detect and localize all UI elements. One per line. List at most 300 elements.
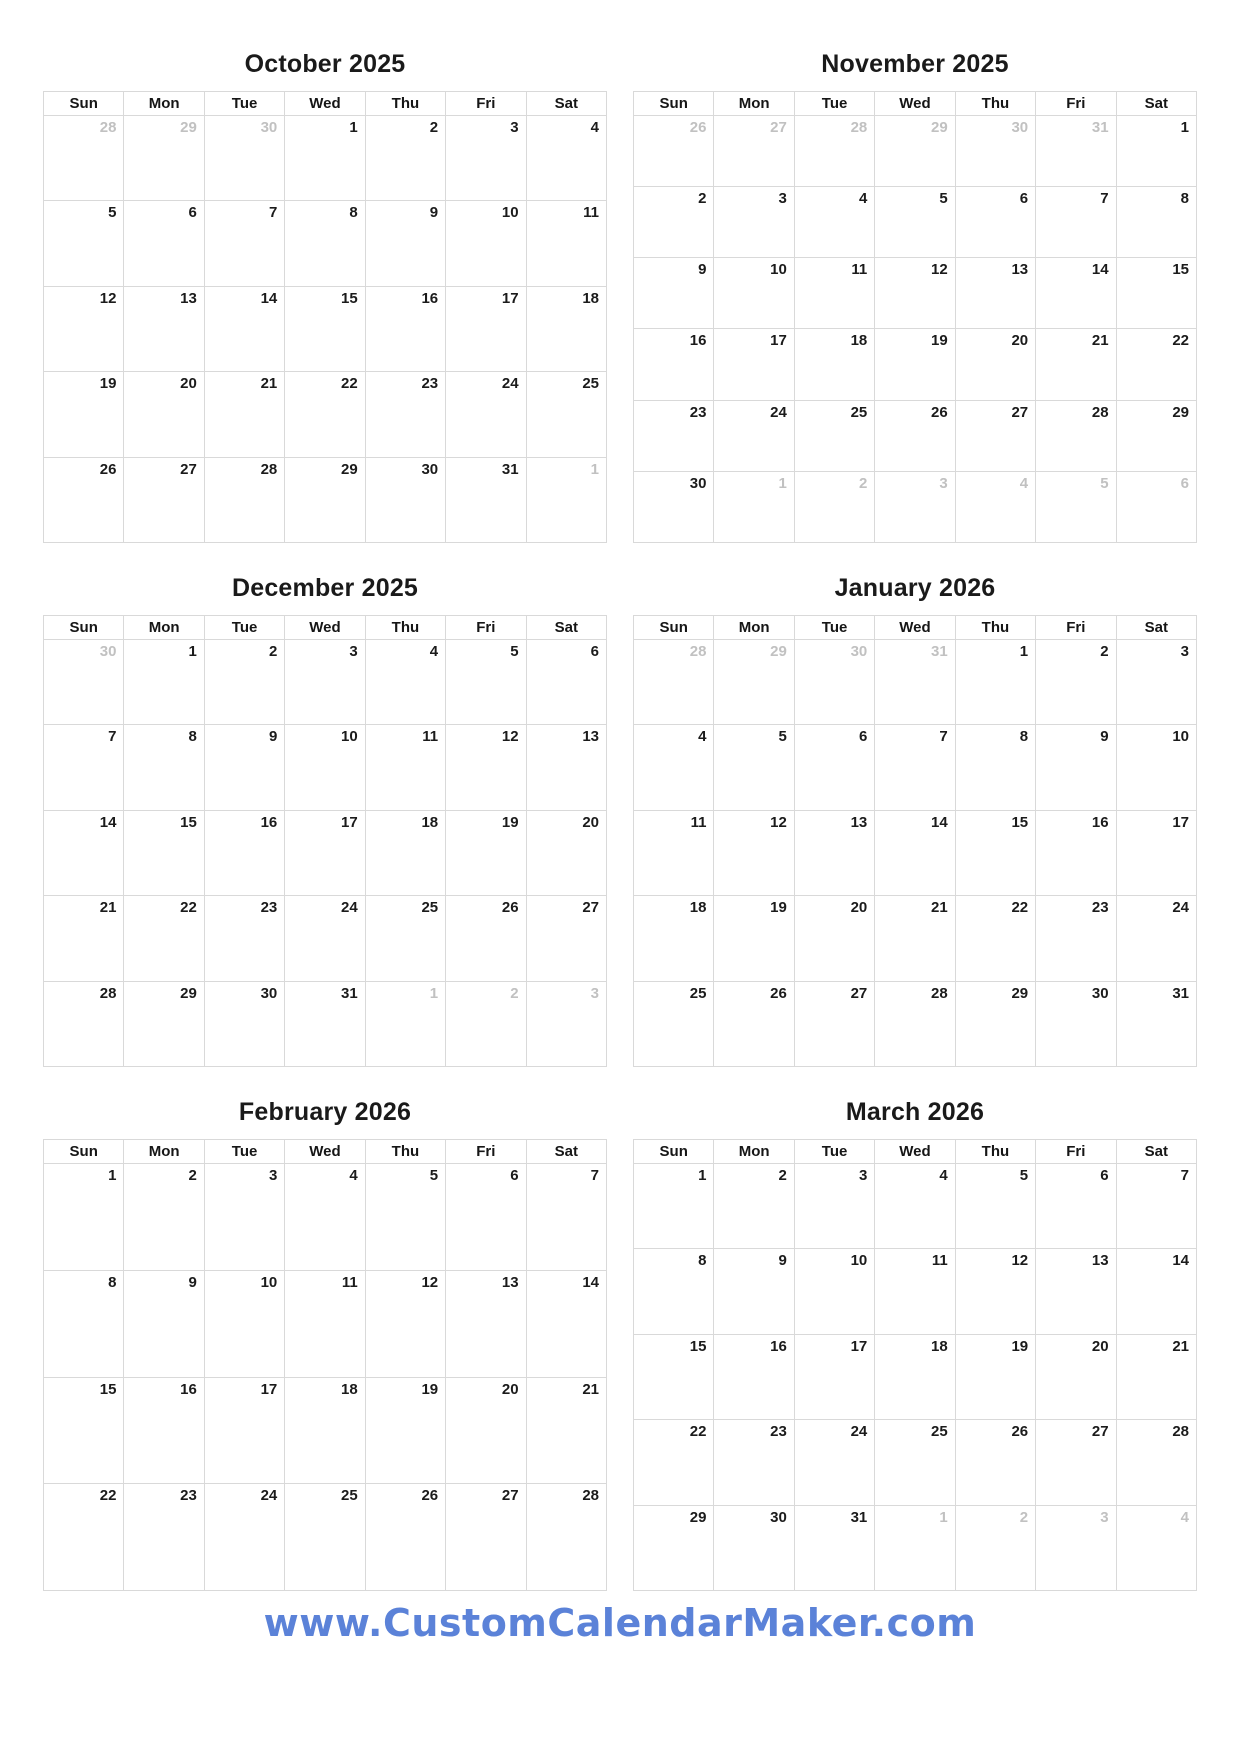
day-cell xyxy=(634,811,714,896)
day-number: 17 xyxy=(341,813,358,831)
day-cell xyxy=(44,982,124,1067)
day-number: 17 xyxy=(1172,813,1189,831)
day-number: 20 xyxy=(501,1380,519,1398)
adjacent-month-day-cell xyxy=(366,982,446,1067)
day-cell xyxy=(44,1164,124,1271)
day-number: 4 xyxy=(858,190,868,208)
day-number: 28 xyxy=(99,119,117,136)
day-number: 17 xyxy=(850,1337,868,1355)
day-cell xyxy=(634,1506,714,1591)
adjacent-month-day-cell xyxy=(795,640,875,725)
day-cell xyxy=(1036,896,1116,981)
day-number: 27 xyxy=(850,984,868,1002)
day-cell xyxy=(285,896,365,981)
day-number: 19 xyxy=(931,332,948,350)
day-number: 20 xyxy=(180,375,197,393)
day-cell xyxy=(875,982,955,1067)
adjacent-month-day-cell xyxy=(124,116,204,201)
day-number: 7 xyxy=(1100,190,1109,208)
day-cell xyxy=(714,1506,794,1591)
day-cell xyxy=(795,1249,875,1334)
month-title: October 2025 xyxy=(244,50,406,78)
day-number: 3 xyxy=(778,190,787,208)
day-cell xyxy=(1036,640,1116,725)
day-cell xyxy=(956,1249,1036,1334)
adjacent-month-day-cell xyxy=(44,116,124,201)
day-cell xyxy=(527,1271,607,1378)
day-number: 25 xyxy=(582,375,599,393)
adjacent-month-day-cell xyxy=(634,116,714,187)
day-cell xyxy=(44,458,124,543)
day-number: 7 xyxy=(939,728,948,746)
day-cell xyxy=(366,640,446,725)
day-cell xyxy=(205,372,285,457)
day-cell xyxy=(44,372,124,457)
day-number: 13 xyxy=(1091,1252,1109,1270)
day-cell xyxy=(446,811,526,896)
day-cell xyxy=(795,811,875,896)
day-cell xyxy=(44,1484,124,1591)
day-number: 8 xyxy=(698,1252,707,1270)
day-cell xyxy=(124,896,204,981)
day-cell xyxy=(795,1164,875,1249)
day-number: 19 xyxy=(501,813,519,831)
day-number: 23 xyxy=(689,403,707,421)
day-number: 8 xyxy=(1180,190,1189,208)
day-number: 27 xyxy=(770,119,787,136)
day-cell xyxy=(1117,1249,1197,1334)
day-number: 21 xyxy=(1172,1337,1189,1355)
day-number: 6 xyxy=(858,728,868,746)
month-grid xyxy=(43,1139,607,1591)
day-cell xyxy=(956,896,1036,981)
adjacent-month-day-cell xyxy=(1117,1506,1197,1591)
day-number: 22 xyxy=(689,1423,707,1441)
adjacent-month-day-cell xyxy=(205,116,285,201)
day-cell xyxy=(285,372,365,457)
day-cell xyxy=(1036,329,1116,400)
day-number: 2 xyxy=(1019,1508,1029,1526)
day-number: 11 xyxy=(422,728,439,746)
day-cell xyxy=(1117,640,1197,725)
day-cell xyxy=(446,372,526,457)
day-number: 11 xyxy=(931,1252,948,1270)
day-number: 29 xyxy=(341,460,358,478)
day-cell xyxy=(285,116,365,201)
day-number: 29 xyxy=(770,643,787,660)
day-number: 23 xyxy=(260,899,278,917)
day-number: 22 xyxy=(1172,332,1189,350)
day-number: 5 xyxy=(108,204,117,222)
day-cell xyxy=(366,896,446,981)
day-cell xyxy=(124,372,204,457)
adjacent-month-day-cell xyxy=(875,1506,955,1591)
day-cell xyxy=(527,116,607,201)
day-cell xyxy=(956,1335,1036,1420)
watermark-url: www.CustomCalendarMaker.com xyxy=(263,1601,977,1645)
day-cell xyxy=(714,896,794,981)
day-number: 16 xyxy=(770,1337,787,1355)
day-cell xyxy=(634,982,714,1067)
day-cell xyxy=(795,258,875,329)
day-cell xyxy=(124,982,204,1067)
day-of-week-header: Tue xyxy=(795,616,875,640)
day-number: 21 xyxy=(260,375,278,393)
day-cell xyxy=(1036,982,1116,1067)
day-number: 3 xyxy=(349,643,358,660)
day-number: 30 xyxy=(1091,984,1109,1002)
day-of-week-header: Wed xyxy=(285,616,365,640)
day-cell xyxy=(446,116,526,201)
day-number: 28 xyxy=(1091,403,1109,421)
day-cell xyxy=(714,187,794,258)
day-number: 26 xyxy=(501,899,519,917)
day-of-week-header: Mon xyxy=(124,616,204,640)
month-january-2026 xyxy=(633,562,1197,1067)
day-number: 28 xyxy=(931,984,948,1002)
day-cell xyxy=(714,811,794,896)
adjacent-month-day-cell xyxy=(446,982,526,1067)
day-number: 14 xyxy=(99,813,117,831)
day-cell xyxy=(527,1378,607,1485)
day-of-week-header: Fri xyxy=(446,1140,526,1164)
day-number: 18 xyxy=(689,899,707,917)
day-cell xyxy=(366,458,446,543)
day-of-week-header: Sun xyxy=(44,616,124,640)
month-grid xyxy=(633,91,1197,543)
day-number: 2 xyxy=(188,1167,197,1184)
day-number: 10 xyxy=(850,1252,868,1270)
day-number: 3 xyxy=(1100,1508,1109,1526)
day-number: 12 xyxy=(931,261,948,279)
day-number: 4 xyxy=(429,643,439,660)
day-number: 12 xyxy=(770,813,787,831)
day-cell xyxy=(205,458,285,543)
day-cell xyxy=(875,1420,955,1505)
day-cell xyxy=(1117,811,1197,896)
day-number: 23 xyxy=(1091,899,1109,917)
day-cell xyxy=(1036,187,1116,258)
day-number: 28 xyxy=(260,460,278,478)
day-number: 7 xyxy=(268,204,278,222)
day-cell xyxy=(124,458,204,543)
day-cell xyxy=(634,187,714,258)
day-number: 13 xyxy=(1011,261,1029,279)
day-number: 24 xyxy=(341,899,358,917)
day-number: 13 xyxy=(850,813,868,831)
day-cell xyxy=(714,1420,794,1505)
day-cell xyxy=(527,372,607,457)
month-title: March 2026 xyxy=(845,1098,985,1126)
month-title: January 2026 xyxy=(834,574,996,602)
day-number: 1 xyxy=(778,474,787,492)
day-cell xyxy=(44,287,124,372)
day-number: 28 xyxy=(582,1487,599,1505)
day-cell xyxy=(44,725,124,810)
day-cell xyxy=(714,401,794,472)
day-cell xyxy=(124,1164,204,1271)
day-number: 31 xyxy=(1172,984,1189,1002)
day-number: 19 xyxy=(1011,1337,1029,1355)
day-cell xyxy=(634,1420,714,1505)
day-of-week-header: Tue xyxy=(205,616,285,640)
day-cell xyxy=(446,1271,526,1378)
day-of-week-header: Sat xyxy=(1117,92,1197,116)
day-cell xyxy=(285,458,365,543)
day-of-week-header: Thu xyxy=(956,92,1036,116)
day-cell xyxy=(205,1378,285,1485)
day-cell xyxy=(366,1271,446,1378)
day-number: 1 xyxy=(429,984,439,1002)
day-cell xyxy=(714,329,794,400)
day-number: 31 xyxy=(501,460,519,478)
day-cell xyxy=(1117,329,1197,400)
day-cell xyxy=(285,640,365,725)
day-cell xyxy=(285,1484,365,1591)
day-number: 11 xyxy=(341,1273,358,1291)
month-title: November 2025 xyxy=(821,50,1009,78)
day-number: 14 xyxy=(1091,261,1109,279)
day-cell xyxy=(875,1335,955,1420)
day-number: 27 xyxy=(180,460,197,478)
day-cell xyxy=(795,896,875,981)
day-cell xyxy=(634,896,714,981)
day-cell xyxy=(795,1506,875,1591)
day-of-week-header: Sat xyxy=(1117,1140,1197,1164)
day-number: 22 xyxy=(341,375,358,393)
day-cell xyxy=(875,725,955,810)
day-number: 13 xyxy=(582,728,599,746)
day-cell xyxy=(795,401,875,472)
day-number: 28 xyxy=(850,119,868,136)
day-cell xyxy=(1036,1335,1116,1420)
day-number: 7 xyxy=(590,1167,599,1184)
day-number: 9 xyxy=(778,1252,787,1270)
adjacent-month-day-cell xyxy=(875,116,955,187)
day-of-week-header: Wed xyxy=(875,1140,955,1164)
month-october-2025 xyxy=(43,38,607,543)
day-number: 26 xyxy=(421,1487,439,1505)
day-number: 4 xyxy=(1019,474,1029,492)
day-of-week-header: Sat xyxy=(1117,616,1197,640)
day-cell xyxy=(956,1164,1036,1249)
day-number: 26 xyxy=(770,984,787,1002)
day-cell xyxy=(634,472,714,543)
adjacent-month-day-cell xyxy=(44,640,124,725)
day-cell xyxy=(44,896,124,981)
day-cell xyxy=(875,1164,955,1249)
day-number: 17 xyxy=(770,332,787,350)
month-december-2025 xyxy=(43,562,607,1067)
day-number: 1 xyxy=(939,1508,948,1526)
day-cell xyxy=(875,811,955,896)
day-number: 31 xyxy=(1091,119,1109,136)
day-cell xyxy=(956,1420,1036,1505)
month-grid xyxy=(633,615,1197,1067)
day-cell xyxy=(634,1335,714,1420)
day-number: 15 xyxy=(341,289,358,307)
day-cell xyxy=(446,458,526,543)
day-cell xyxy=(366,725,446,810)
day-number: 19 xyxy=(421,1380,439,1398)
day-number: 26 xyxy=(689,119,707,136)
day-number: 31 xyxy=(931,643,948,660)
day-of-week-header: Wed xyxy=(875,92,955,116)
day-cell xyxy=(956,187,1036,258)
day-number: 3 xyxy=(510,119,519,136)
day-cell xyxy=(366,116,446,201)
day-of-week-header: Sun xyxy=(44,1140,124,1164)
day-number: 19 xyxy=(99,375,117,393)
day-cell xyxy=(124,640,204,725)
day-of-week-header: Mon xyxy=(714,92,794,116)
day-number: 29 xyxy=(1011,984,1029,1002)
day-number: 16 xyxy=(421,289,439,307)
day-number: 10 xyxy=(501,204,519,222)
day-cell xyxy=(366,811,446,896)
day-number: 16 xyxy=(260,813,278,831)
day-of-week-header: Sun xyxy=(634,1140,714,1164)
day-of-week-header: Tue xyxy=(795,1140,875,1164)
day-of-week-header: Mon xyxy=(124,1140,204,1164)
day-number: 18 xyxy=(850,332,868,350)
day-of-week-header: Sun xyxy=(634,92,714,116)
day-cell xyxy=(875,258,955,329)
day-cell xyxy=(1117,725,1197,810)
day-number: 6 xyxy=(510,1167,519,1184)
day-number: 29 xyxy=(1172,403,1189,421)
day-number: 12 xyxy=(99,289,117,307)
day-number: 1 xyxy=(590,460,599,478)
day-number: 18 xyxy=(582,289,599,307)
day-number: 29 xyxy=(931,119,948,136)
day-cell xyxy=(875,187,955,258)
day-of-week-header: Sun xyxy=(44,92,124,116)
day-cell xyxy=(1036,258,1116,329)
day-number: 18 xyxy=(421,813,439,831)
day-number: 25 xyxy=(931,1423,948,1441)
day-cell xyxy=(956,982,1036,1067)
day-cell xyxy=(205,1164,285,1271)
day-number: 30 xyxy=(770,1508,787,1526)
day-number: 20 xyxy=(1011,332,1029,350)
day-of-week-header: Fri xyxy=(446,616,526,640)
day-number: 21 xyxy=(99,899,117,917)
day-cell xyxy=(527,1484,607,1591)
day-number: 15 xyxy=(689,1337,707,1355)
day-of-week-header: Fri xyxy=(446,92,526,116)
day-cell xyxy=(285,1164,365,1271)
day-cell xyxy=(446,1484,526,1591)
day-number: 24 xyxy=(850,1423,868,1441)
day-number: 29 xyxy=(689,1508,707,1526)
day-number: 1 xyxy=(1180,119,1189,136)
day-of-week-header: Thu xyxy=(366,92,446,116)
day-number: 14 xyxy=(582,1273,599,1291)
day-number: 5 xyxy=(1100,474,1109,492)
day-number: 20 xyxy=(1091,1337,1109,1355)
day-number: 30 xyxy=(260,984,278,1002)
day-number: 27 xyxy=(1011,403,1029,421)
day-cell xyxy=(634,1249,714,1334)
day-number: 27 xyxy=(582,899,599,917)
day-of-week-header: Sat xyxy=(527,92,607,116)
day-cell xyxy=(714,725,794,810)
day-cell xyxy=(795,982,875,1067)
day-of-week-header: Sat xyxy=(527,1140,607,1164)
day-number: 27 xyxy=(1091,1423,1109,1441)
day-of-week-header: Thu xyxy=(956,616,1036,640)
month-grid xyxy=(633,1139,1197,1591)
day-of-week-header: Wed xyxy=(285,1140,365,1164)
day-cell xyxy=(527,1164,607,1271)
day-number: 6 xyxy=(188,204,197,222)
day-number: 29 xyxy=(180,984,197,1002)
day-cell xyxy=(44,201,124,286)
day-cell xyxy=(124,725,204,810)
day-number: 15 xyxy=(180,813,197,831)
day-number: 17 xyxy=(260,1380,278,1398)
day-of-week-header: Mon xyxy=(124,92,204,116)
day-number: 26 xyxy=(931,403,948,421)
day-cell xyxy=(124,287,204,372)
day-number: 22 xyxy=(180,899,197,917)
adjacent-month-day-cell xyxy=(1036,1506,1116,1591)
day-cell xyxy=(634,329,714,400)
day-number: 28 xyxy=(1172,1423,1189,1441)
day-cell xyxy=(124,201,204,286)
day-number: 2 xyxy=(778,1167,787,1184)
day-number: 1 xyxy=(349,119,358,136)
adjacent-month-day-cell xyxy=(956,472,1036,543)
day-cell xyxy=(634,401,714,472)
adjacent-month-day-cell xyxy=(714,640,794,725)
day-cell xyxy=(446,201,526,286)
day-number: 1 xyxy=(108,1167,117,1184)
day-cell xyxy=(285,725,365,810)
day-cell xyxy=(714,982,794,1067)
day-number: 13 xyxy=(180,289,197,307)
day-number: 5 xyxy=(1019,1167,1029,1184)
adjacent-month-day-cell xyxy=(714,472,794,543)
day-cell xyxy=(124,1484,204,1591)
day-cell xyxy=(956,811,1036,896)
day-cell xyxy=(124,1271,204,1378)
day-cell xyxy=(285,1271,365,1378)
day-of-week-header: Wed xyxy=(875,616,955,640)
day-number: 23 xyxy=(770,1423,787,1441)
day-cell xyxy=(527,896,607,981)
day-cell xyxy=(1117,1420,1197,1505)
day-number: 8 xyxy=(349,204,358,222)
day-number: 15 xyxy=(99,1380,117,1398)
day-cell xyxy=(634,725,714,810)
day-number: 30 xyxy=(1011,119,1029,136)
month-grid xyxy=(43,615,607,1067)
day-cell xyxy=(285,811,365,896)
day-cell xyxy=(1117,896,1197,981)
adjacent-month-day-cell xyxy=(714,116,794,187)
day-number: 1 xyxy=(698,1167,707,1184)
day-number: 12 xyxy=(421,1273,439,1291)
day-cell xyxy=(795,725,875,810)
day-cell xyxy=(285,201,365,286)
day-cell xyxy=(527,725,607,810)
day-cell xyxy=(1117,401,1197,472)
day-cell xyxy=(446,896,526,981)
day-cell xyxy=(714,1335,794,1420)
day-cell xyxy=(714,1164,794,1249)
